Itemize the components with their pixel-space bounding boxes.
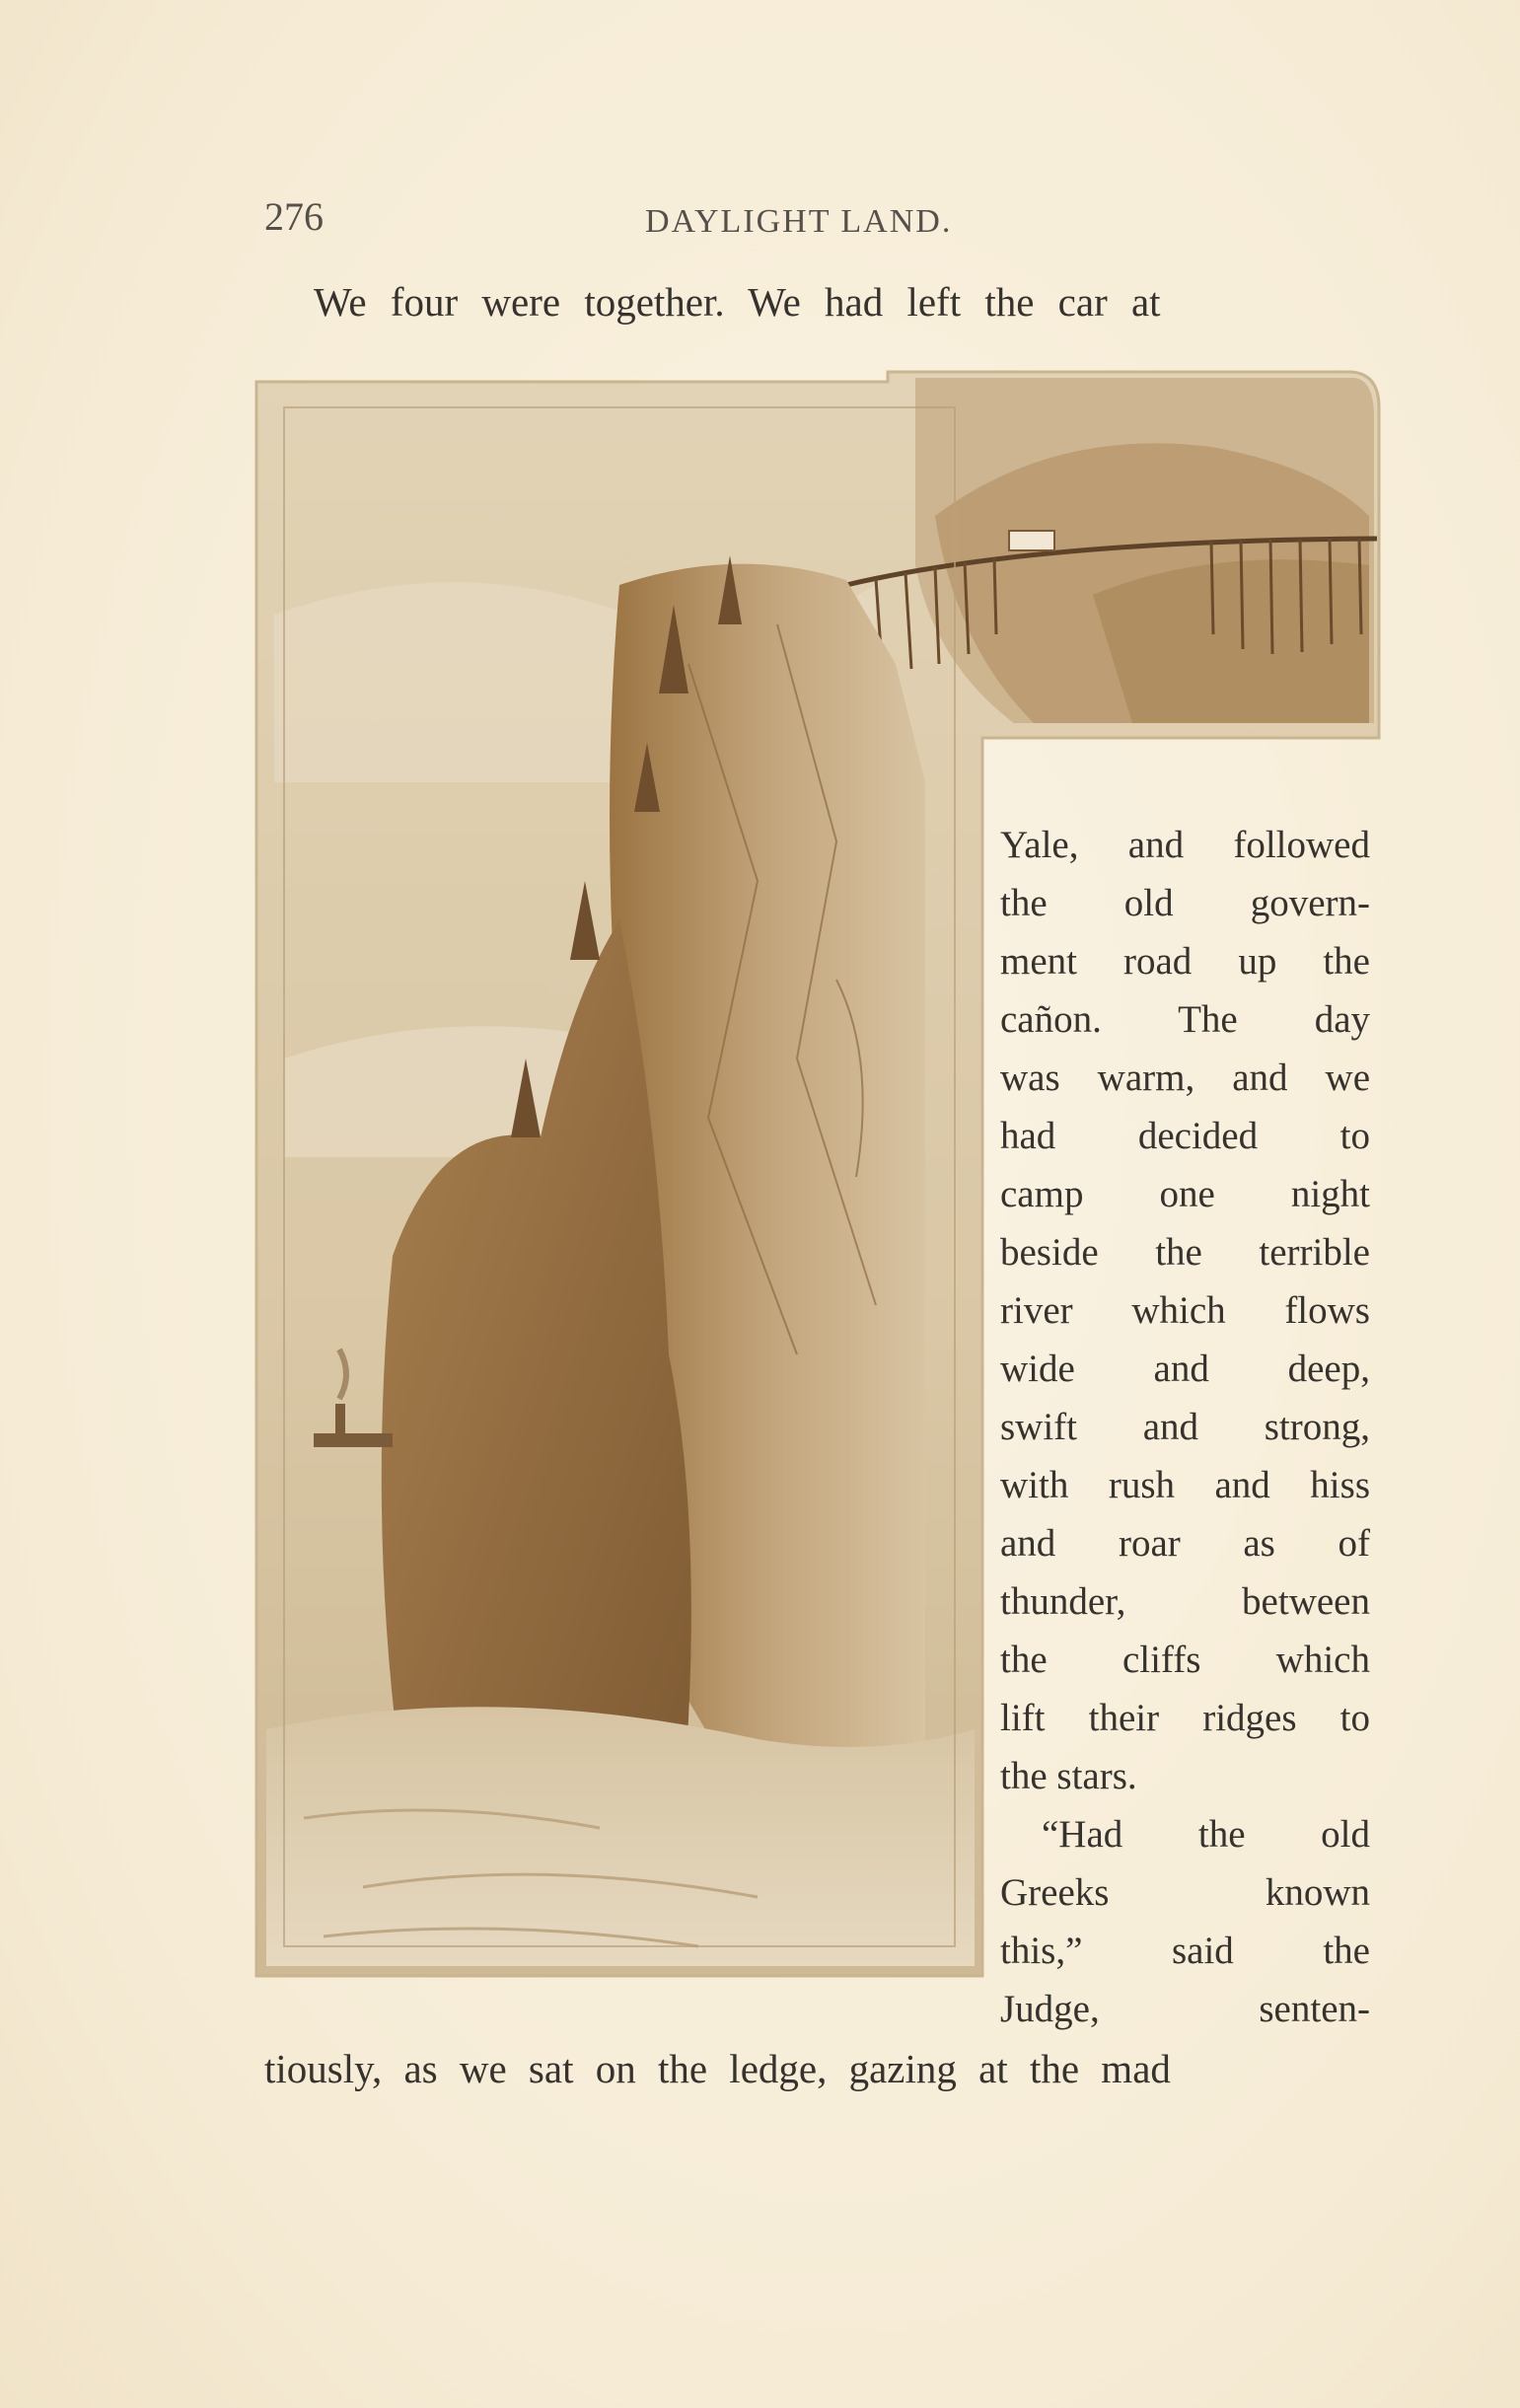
column-text-line: Greeks known [1000, 1871, 1370, 1914]
body-text-line-first: We four were together. We had left the car at [314, 279, 1161, 325]
column-text-line: was warm, and we [1000, 1057, 1370, 1099]
column-text-line: “Had the old [1042, 1813, 1370, 1856]
column-text-line: the old govern- [1000, 882, 1370, 924]
column-text-line: had decided to [1000, 1115, 1370, 1157]
column-text-line: river which flows [1000, 1289, 1370, 1332]
column-text-line: this,” said the [1000, 1930, 1370, 1972]
column-text-line: beside the terrible [1000, 1231, 1370, 1274]
column-text-line: thunder, between [1000, 1580, 1370, 1623]
page-number: 276 [264, 194, 324, 239]
column-text-line: and roar as of [1000, 1522, 1370, 1565]
column-text-line: wide and deep, [1000, 1348, 1370, 1390]
column-text-line: the stars. [1000, 1755, 1137, 1797]
column-text-line: Yale, and followed [1000, 824, 1370, 866]
column-text-line: swift and strong, [1000, 1406, 1370, 1448]
column-text-line: lift their ridges to [1000, 1697, 1370, 1739]
running-title: DAYLIGHT LAND. [645, 203, 953, 240]
column-text-line: camp one night [1000, 1173, 1370, 1215]
column-text-line: ment road up the [1000, 940, 1370, 983]
column-text-line: with rush and hiss [1000, 1464, 1370, 1506]
column-text-line: the cliffs which [1000, 1639, 1370, 1681]
running-header [264, 193, 1379, 253]
column-text-line: Judge, senten- [1000, 1988, 1370, 2030]
body-text-line-last: tiously, as we sat on the ledge, gazing at the mad [264, 2046, 1171, 2091]
column-text-line: cañon. The day [1000, 998, 1370, 1041]
